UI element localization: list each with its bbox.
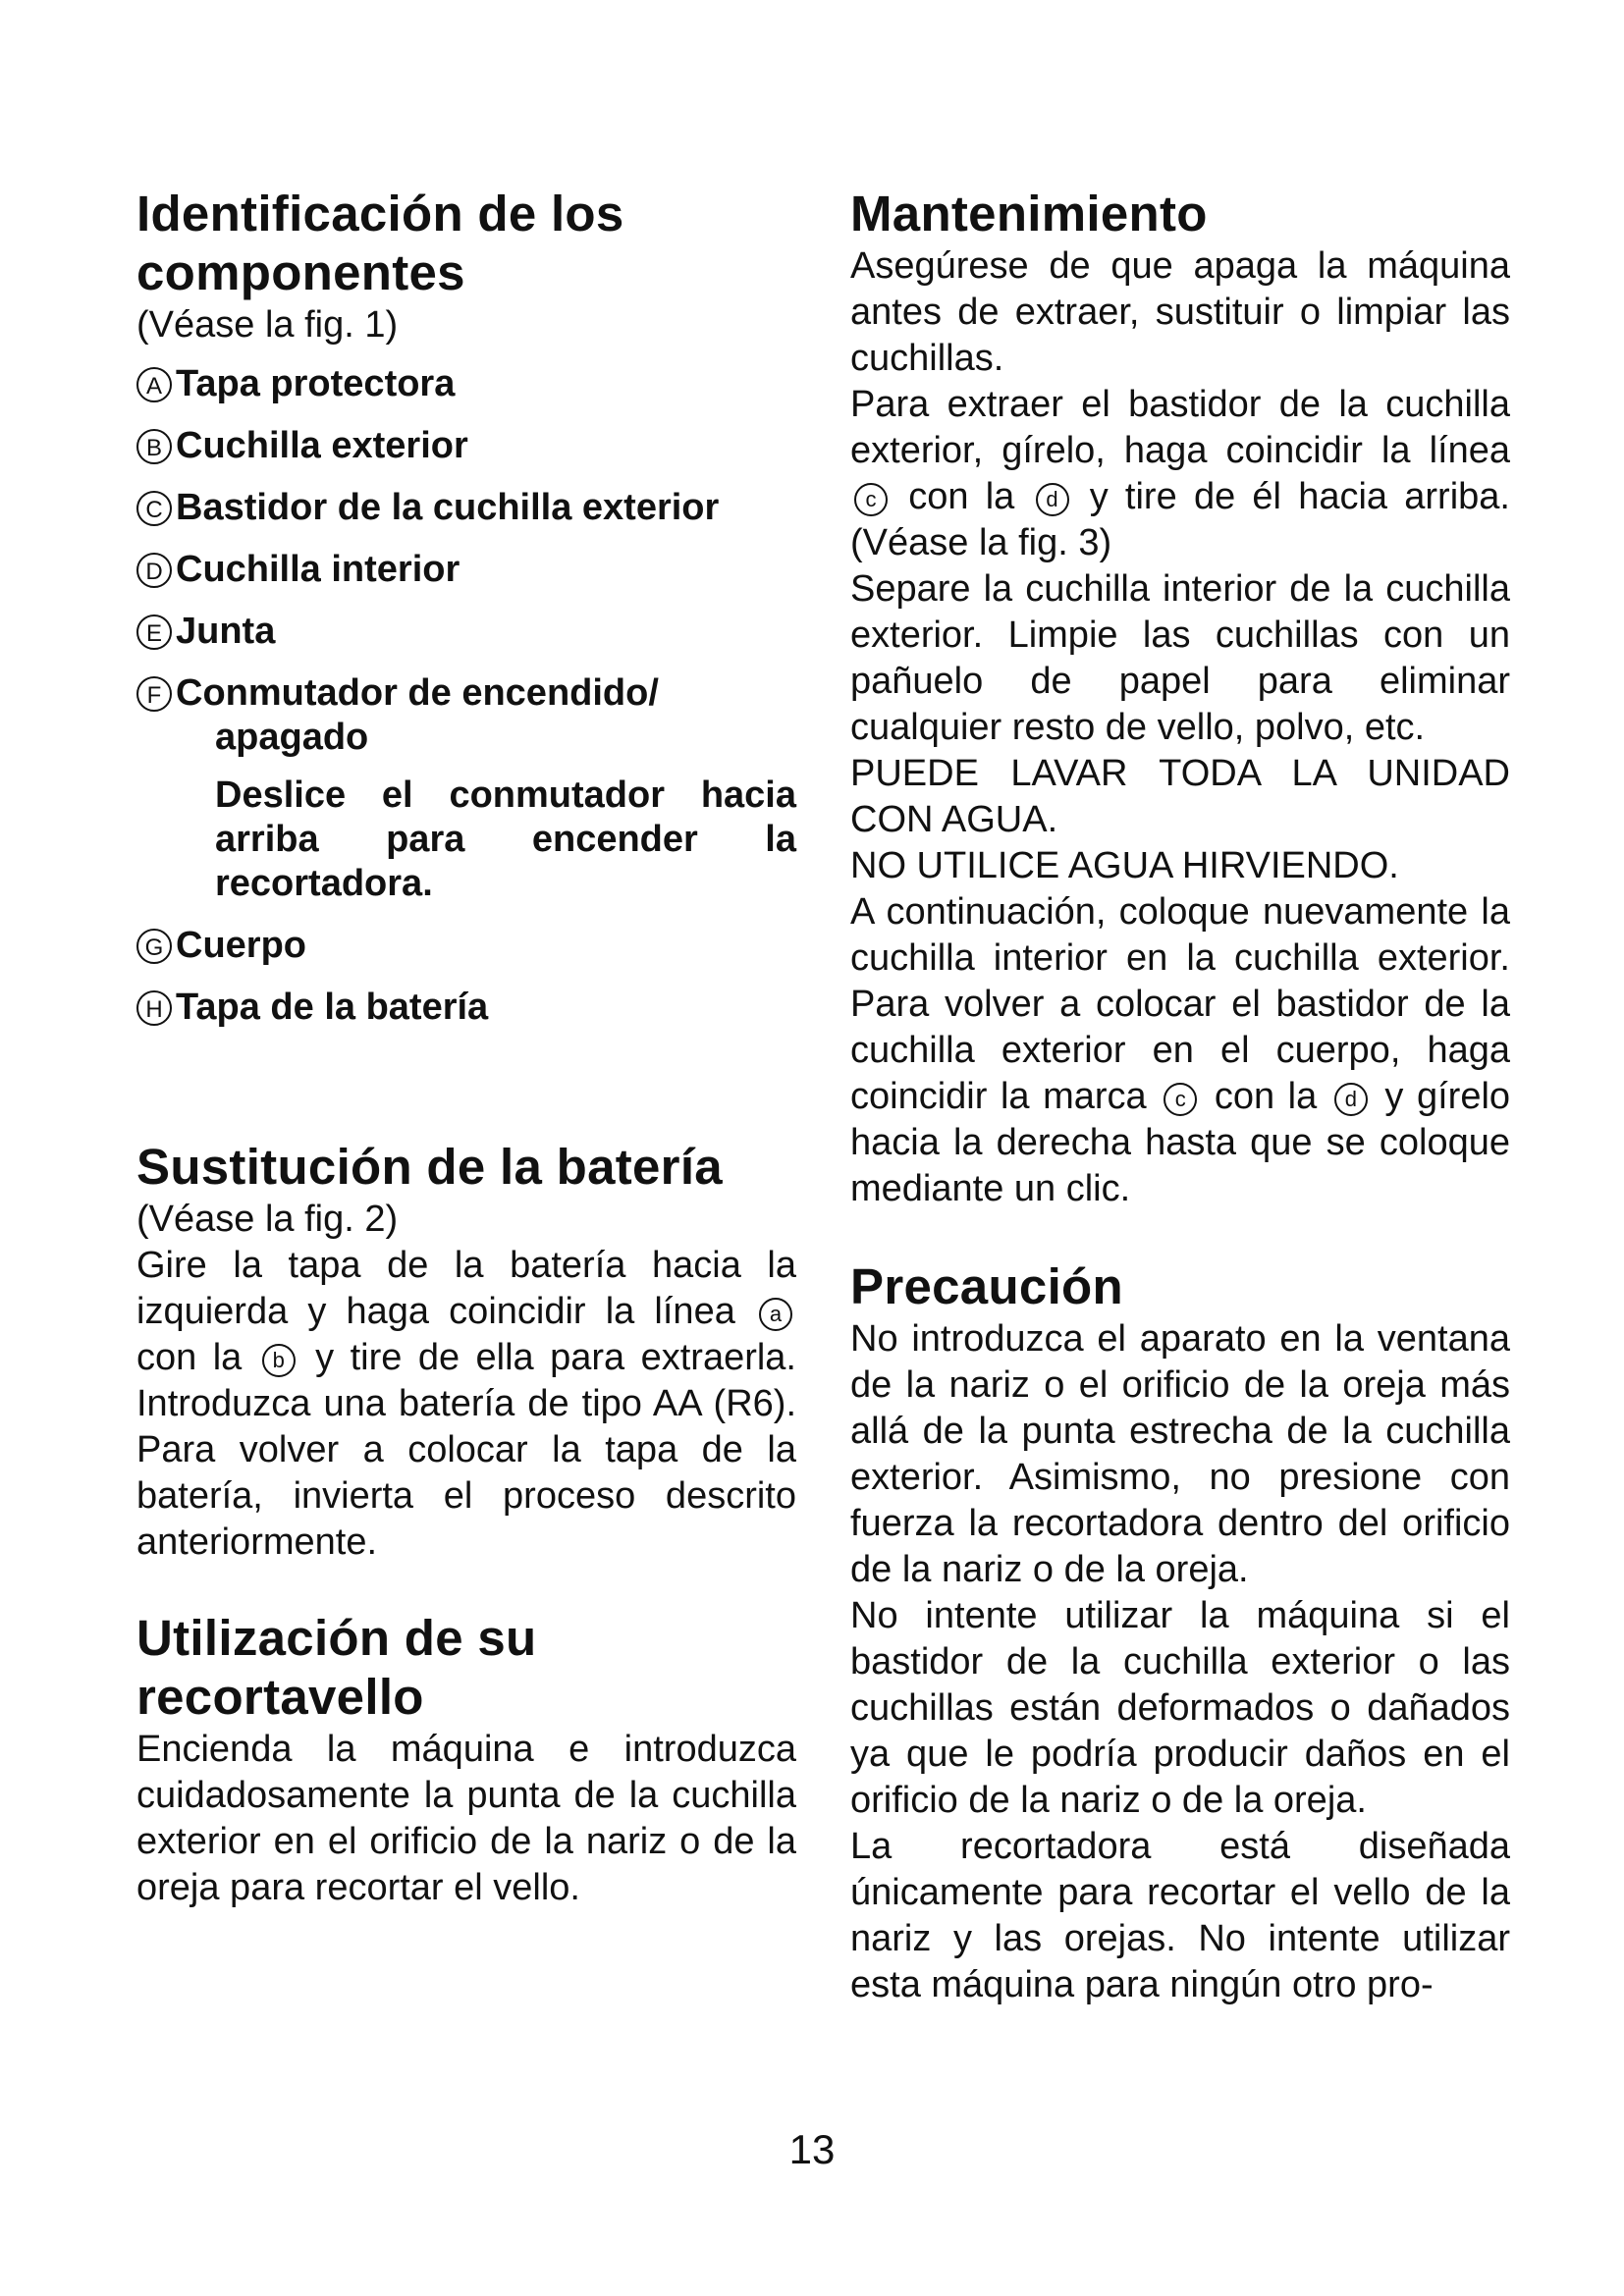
component-label: Junta [176, 611, 276, 652]
section-mantenimiento [850, 185, 1510, 1212]
circled-letter-icon: A [136, 367, 172, 402]
utilizacion-text: Encienda la máquina e introduzca cuidadosamente la punta de la cuchilla exterior en el orificio de la nariz o de la oreja para recortar el vello. [136, 1729, 796, 1908]
right-column [850, 185, 1510, 2008]
figure-reference: (Véase la fig. 2) [136, 1199, 399, 1240]
heading-utilizacion: Utilización de su recortavello [136, 1610, 537, 1725]
component-label: Bastidor de la cuchilla exterior [176, 487, 720, 528]
component-item [136, 986, 796, 1030]
circled-letter-icon: H [136, 990, 172, 1026]
precaucion-p1: No introduzca el aparato en la ventana de la nariz o el orificio de la oreja más allá de la punta estrecha de la cuchilla exterior. Asimismo, no presione con fuerza la recortadora dentro del orificio de la nariz o de la oreja. [850, 1318, 1510, 1590]
circled-mark-icon: a [759, 1298, 792, 1331]
precaucion-p3: La recortadora está diseñada únicamente para recortar el vello de la nariz y las orejas. No intente utilizar esta máquina para ningún otro pro- [850, 1826, 1510, 2005]
heading-sustitucion: Sustitución de la batería [136, 1139, 723, 1195]
component-item [136, 424, 796, 468]
heading-mantenimiento: Mantenimiento [850, 186, 1208, 241]
component-item [136, 362, 796, 406]
circled-letter-icon: B [136, 429, 172, 464]
text-run: A continuación, coloque nuevamente la cuchilla interior en la cuchilla exterior. Para volver a colocar el bastidor de la cuchilla exterior en el cuerpo, haga coincidir la marca [850, 891, 1510, 1117]
mantenimiento-p5: NO UTILICE AGUA HIRVIENDO. [850, 845, 1399, 886]
component-label: Tapa de la batería [176, 987, 489, 1028]
component-label: Conmutador de encendido/ [176, 672, 659, 714]
figure-reference: (Véase la fig. 1) [136, 304, 399, 346]
section-sustitucion [136, 1138, 796, 1566]
circled-letter-icon: C [136, 491, 172, 526]
page-number: 13 [788, 2126, 836, 2172]
component-item [136, 671, 796, 906]
mantenimiento-p3: Separe la cuchilla interior de la cuchilla exterior. Limpie las cuchillas con un pañuelo de papel para eliminar cualquier resto de vello, polvo, etc. [850, 568, 1510, 748]
mantenimiento-p1: Asegúrese de que apaga la máquina antes de extraer, sustituir o limpiar las cuchillas. [850, 245, 1510, 379]
left-column [136, 185, 796, 1911]
text-run: y tire de él hacia arriba. (Véase la fig. 3) [850, 476, 1510, 563]
component-label-continued: apagado [215, 717, 369, 758]
circled-mark-icon: d [1334, 1083, 1368, 1116]
component-item [136, 548, 796, 592]
circled-letter-icon: D [136, 553, 172, 588]
component-list [136, 362, 796, 1030]
section-utilizacion [136, 1609, 796, 1911]
section-precaucion [850, 1257, 1510, 2008]
text-run: con la [908, 476, 1015, 517]
mantenimiento-p2 [850, 382, 1510, 566]
circled-letter-icon: F [136, 676, 172, 712]
component-label: Cuchilla exterior [176, 425, 468, 466]
circled-mark-icon: b [262, 1344, 296, 1377]
circled-mark-icon: c [1164, 1083, 1197, 1116]
circled-letter-icon: E [136, 614, 172, 650]
section-identificacion [136, 185, 796, 1030]
text-run: Para extraer el bastidor de la cuchilla exterior, gírelo, haga coincidir la línea [850, 384, 1510, 471]
component-item [136, 924, 796, 968]
text-run: con la [136, 1337, 243, 1378]
circled-letter-icon: G [136, 929, 172, 964]
component-label: Tapa protectora [176, 363, 456, 404]
component-label: Cuchilla interior [176, 549, 460, 590]
text-run: y gírelo hacia la derecha hasta que se coloque mediante un clic. [850, 1076, 1511, 1209]
component-label: Cuerpo [176, 925, 306, 966]
heading-identificacion: Identificación de los componentes [136, 186, 624, 300]
component-item [136, 486, 796, 530]
circled-mark-icon: c [854, 483, 888, 516]
circled-mark-icon: d [1036, 483, 1069, 516]
switch-note: Deslice el conmutador hacia arriba para encender la recortadora. [215, 774, 796, 904]
precaucion-p2: No intente utilizar la máquina si el bastidor de la cuchilla exterior o las cuchillas están deformados o dañados ya que le podría producir daños en el orificio de la nariz o de la oreja. [850, 1595, 1510, 1821]
sustitucion-text [136, 1243, 796, 1566]
mantenimiento-p6 [850, 889, 1510, 1212]
text-run: con la [1214, 1076, 1318, 1117]
text-run: y tire de ella para extraerla. Introduzca una batería de tipo AA (R6). Para volver a colocar la tapa de la batería, invierta el proceso descrito anteriormente. [136, 1337, 796, 1563]
text-run: Gire la tapa de la batería hacia la izquierda y haga coincidir la línea [136, 1245, 796, 1332]
heading-precaucion: Precaución [850, 1258, 1123, 1314]
component-item [136, 610, 796, 654]
mantenimiento-p4: PUEDE LAVAR TODA LA UNIDAD CON AGUA. [850, 753, 1510, 840]
